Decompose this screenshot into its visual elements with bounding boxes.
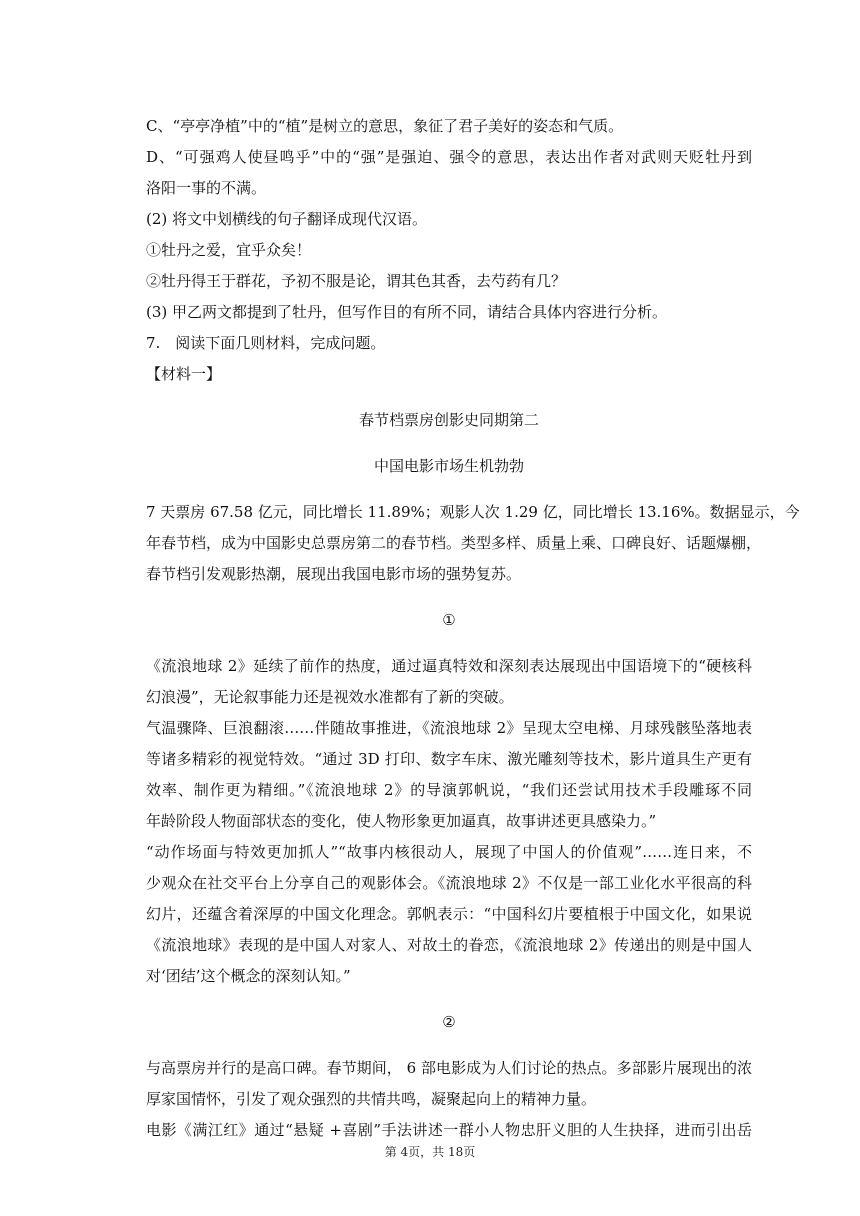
paragraph-line: 与高票房并行的是高口碑。春节期间， 6 部电影成为人们讨论的热点。多部影片展现出的浓	[146, 1059, 752, 1077]
article-subtitle: 中国电影市场生机勃勃	[373, 457, 524, 475]
section-marker: ②	[442, 1013, 456, 1031]
section-marker: ①	[442, 611, 456, 629]
question-2-item-2: ②牡丹得王于群花，予初不服是论，谓其色其香，去芍药有几？	[146, 272, 567, 290]
paragraph-line: 厚家国情怀，引发了观众强烈的共情共鸣，凝聚起向上的精神力量。	[146, 1090, 597, 1108]
paragraph-line: 少观众在社交平台上分享自己的观影体会。《流浪地球 2》不仅是一部工业化水平很高的科	[146, 874, 752, 892]
article-title: 春节档票房创影史同期第二	[358, 411, 539, 429]
paragraph-line: 《流浪地球 2》延续了前作的热度，通过逼真特效和深刻表达展现出中国语境下的“硬核科	[146, 657, 752, 675]
paragraph-line: 等诸多精彩的视觉特效。“通过 3D 打印、数字车床、激光雕刻等技术，影片道具生产更有	[146, 750, 752, 768]
paragraph-line: 年春节档，成为中国影史总票房第二的春节档。类型多样、质量上乘、口碑良好、话题爆棚，	[146, 534, 762, 552]
question-7-prompt: 7. 阅读下面几则材料，完成问题。	[146, 334, 386, 352]
paragraph-line: 气温骤降、巨浪翻滚……伴随故事推进，《流浪地球 2》呈现太空电梯、月球残骸坠落地表	[146, 719, 752, 737]
paragraph-line: 春节档引发观影热潮，展现出我国电影市场的强势复苏。	[146, 565, 522, 583]
option-c: C、“亭亭净植”中的“植”是树立的意思，象征了君子美好的姿态和气质。	[146, 117, 624, 135]
paragraph-line: 效率、制作更为精细。”《流浪地球 2》的导演郭帆说，“我们还尝试用技术手段雕琢不同	[146, 781, 752, 799]
paragraph-line: “动作场面与特效更加抓人”“故事内核很动人，展现了中国人的价值观”……连日来，不	[146, 843, 752, 861]
paragraph-line: 对‘团结’这个概念的深刻认知。”	[146, 967, 351, 985]
question-3-prompt: (3) 甲乙两文都提到了牡丹，但写作目的有所不同，请结合具体内容进行分析。	[146, 303, 668, 321]
option-d-line: 洛阳一事的不满。	[146, 179, 267, 197]
page-content	[146, 111, 800, 1146]
option-d-line: D、“可强鸡人使昼鸣乎”中的“强”是强迫、强令的意思，表达出作者对武则天贬牡丹到	[146, 148, 752, 166]
paragraph-line: 7 天票房 67.58 亿元，同比增长 11.89%；观影人次 1.29 亿，同比增长 13.16%。数据显示，今	[146, 503, 800, 521]
paragraph-line: 年龄阶段人物面部状态的变化，使人物形象更加逼真，故事讲述更具感染力。”	[146, 812, 657, 830]
question-2-prompt: (2) 将文中划横线的句子翻译成现代汉语。	[146, 210, 428, 228]
page-footer: 第 4页，共 18页	[384, 1145, 476, 1159]
material-1-label: 【材料一】	[146, 365, 222, 383]
paragraph-line: 幻片，还蕴含着深厚的中国文化理念。郭帆表示：“中国科幻片要植根于中国文化，如果说	[146, 905, 752, 923]
paragraph-line: 《流浪地球》表现的是中国人对家人、对故土的眷恋，《流浪地球 2》传递出的则是中国人	[146, 936, 752, 954]
paragraph-line: 电影《满江红》通过“悬疑 +喜剧”手法讲述一群小人物忠肝义胆的人生抉择，进而引出岳	[146, 1121, 752, 1139]
paragraph-line: 幻浪漫”，无论叙事能力还是视效水准都有了新的突破。	[146, 688, 514, 706]
question-2-item-1: ①牡丹之爱，宜乎众矣！	[146, 241, 312, 259]
